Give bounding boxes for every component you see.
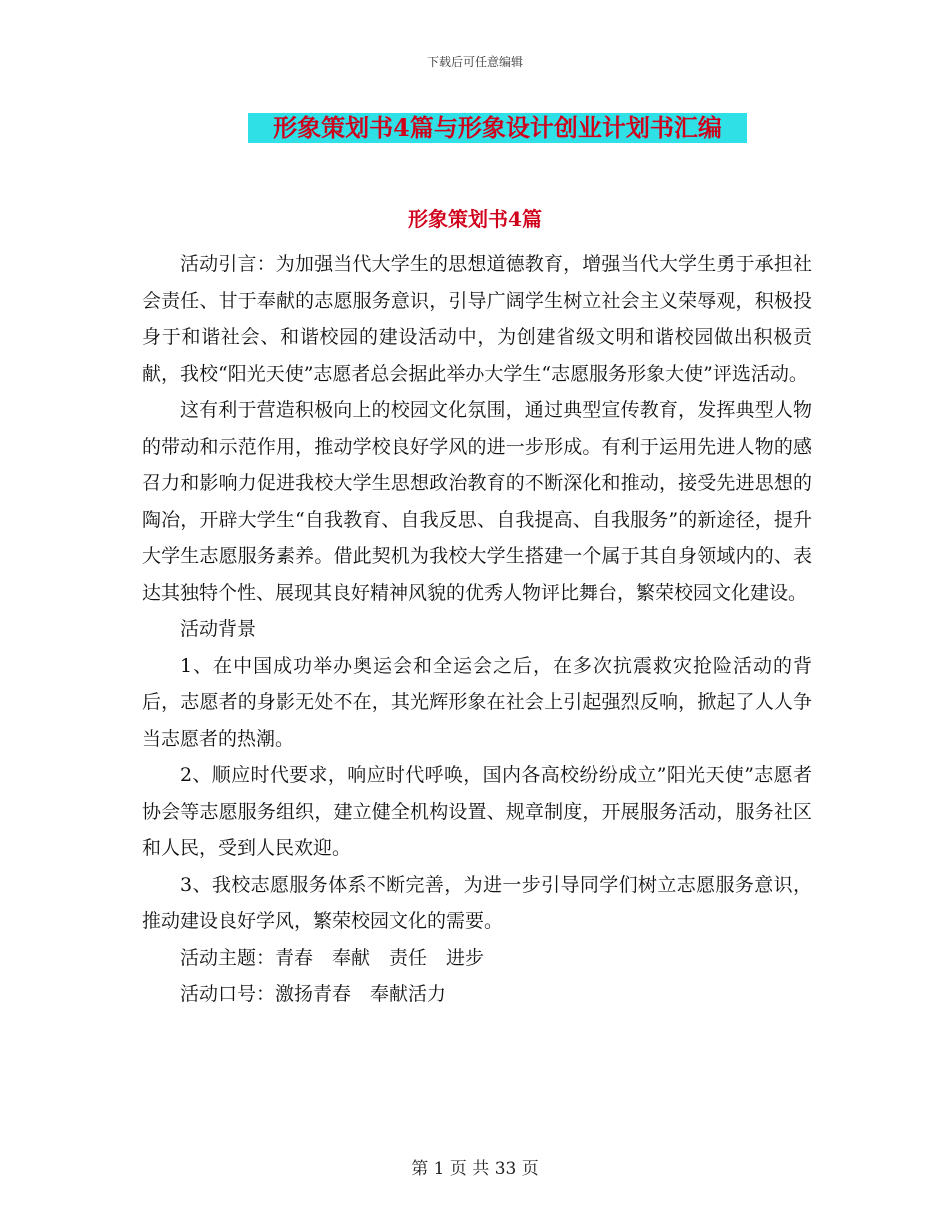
heading-background: 活动背景 [180,618,257,640]
paragraph-background-3: 3、我校志愿服务体系不断完善，为进一步引导同学们树立志愿服务意识，推动建设良好学风，繁荣校园文化的需要。 [142,873,812,932]
document-title: 形象策划书4篇与形象设计创业计划书汇编 [248,113,747,143]
header-note: 下载后可任意编辑 [426,55,523,69]
paragraph-theme: 活动主题：青春 奉献 责任 进步 [180,946,485,969]
paragraph-background-2: 2、顺应时代要求，响应时代呼唤，国内各高校纷纷成立”阳光天使”志愿者协会等志愿服务组织，建立健全机构设置、规章制度，开展服务活动，服务社区和人民，受到人民欢迎。 [142,764,812,859]
paragraph-intro: 活动引言：为加强当代大学生的思想道德教育，增强当代大学生勇于承担社会责任、甘于奉献的志愿服务意识，引导广阔学生树立社会主义荣辱观，积极投身于和谐社会、和谐校园的建设活动中，为创建省级文明和谐校园做出积极贡献，我校“阳光天使”志愿者总会据此举办大学生“志愿服务形象大使”评选活动。 [142,253,812,385]
paragraph-slogan: 活动口号：激扬青春 奉献活力 [180,983,447,1005]
paragraph-background-1: 1、在中国成功举办奥运会和全运会之后，在多次抗震救灾抢险活动的背后，志愿者的身影无处不在，其光辉形象在社会上引起强烈反响，掀起了人人争当志愿者的热潮。 [142,654,812,750]
body-text [142,246,812,1013]
page-number: 第 1 页 共 33 页 [411,1159,539,1179]
section-title: 形象策划书4篇 [408,207,542,231]
paragraph-purpose: 这有利于营造积极向上的校园文化氛围，通过典型宣传教育，发挥典型人物的带动和示范作用，推动学校良好学风的进一步形成。有利于运用先进人物的感召力和影响力促进我校大学生思想政治教育的不断深化和推动，接受先进思想的陶冶，开辟大学生“自我教育、自我反思、自我提高、自我服务”的新途径，提升大学生志愿服务素养。借此契机为我校大学生搭建一个属于其自身领域内的、表达其独特个性、展现其良好精神风貌的优秀人物评比舞台，繁荣校园文化建设。 [142,399,812,604]
